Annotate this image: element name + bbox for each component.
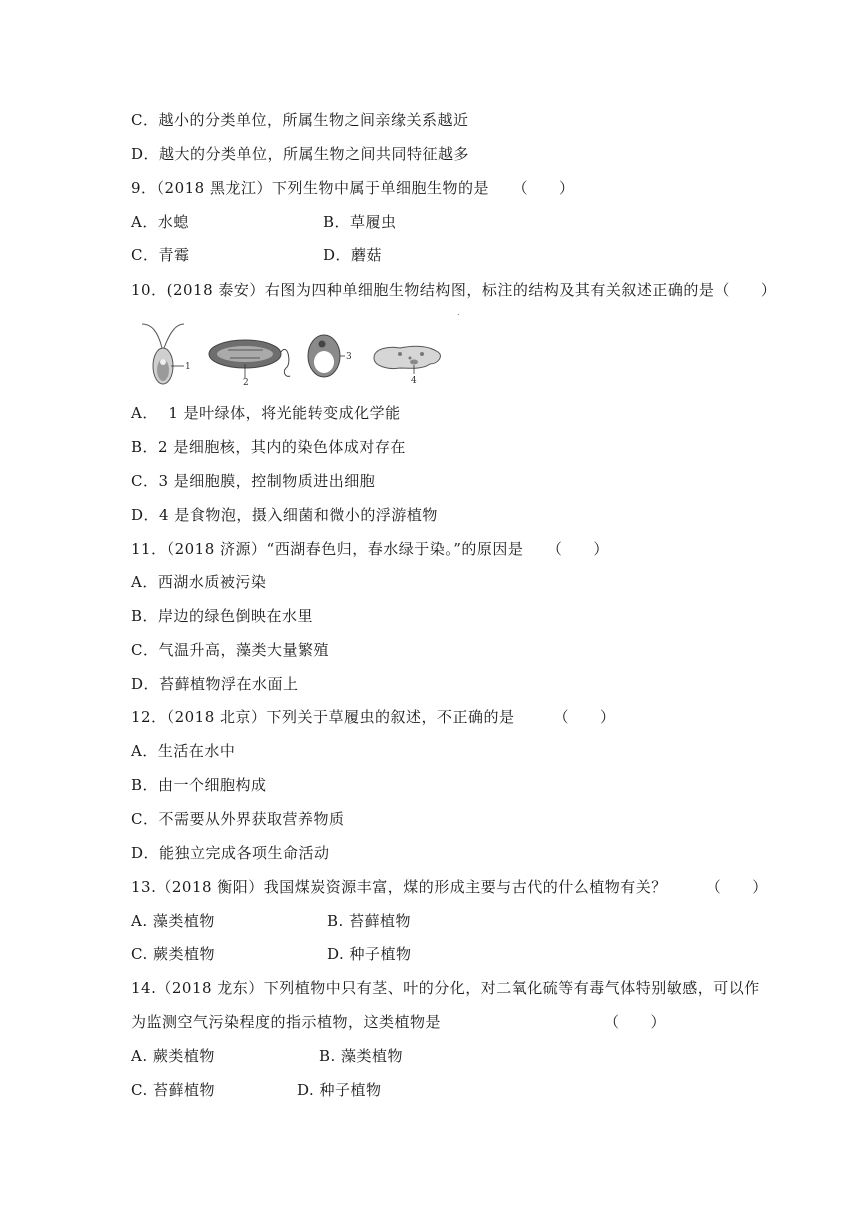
q11-option-a: A．西湖水质被污染 — [131, 573, 267, 591]
q9-option-b: B．草履虫 — [323, 213, 397, 231]
q12-option-d: D．能独立完成各项生命活动 — [131, 844, 330, 862]
q10-option-d: D．4 是食物泡，摄入细菌和微小的浮游植物 — [131, 506, 438, 524]
q8-option-c: C．越小的分类单位，所属生物之间亲缘关系越近 — [131, 111, 469, 129]
q9-stem: 9．（2018 黑龙江）下列生物中属于单细胞生物的是 （ ） — [131, 179, 575, 197]
q13-option-a: A. 藻类植物 — [131, 912, 215, 930]
q12-stem: 12．（2018 北京）下列关于草履虫的叙述，不正确的是 （ ） — [131, 708, 616, 726]
q11-option-d: D．苔藓植物浮在水面上 — [131, 675, 299, 693]
q9-option-d: D．蘑菇 — [323, 246, 383, 264]
q14-option-c: C. 苔藓植物 — [131, 1081, 215, 1099]
q12-option-a: A．生活在水中 — [131, 742, 236, 760]
q11-stem: 11．（2018 济源）“西湖春色归，春水绿于染。”的原因是 （ ） — [131, 540, 609, 558]
q8-option-d: D．越大的分类单位，所属生物之间共同特征越多 — [131, 145, 470, 163]
yeast-drawing — [308, 335, 352, 377]
q13-option-b: B. 苔藓植物 — [327, 912, 412, 930]
q10-option-b: B．2 是细胞核，其内的染色体成对存在 — [131, 438, 406, 456]
q13-option-d: D. 种子植物 — [327, 945, 412, 963]
q12-option-b: B．由一个细胞构成 — [131, 776, 267, 794]
q12-option-c: C．不需要从外界获取营养物质 — [131, 810, 345, 828]
q10-stem: 10．(2018 泰安）右图为四种单细胞生物结构图，标注的结构及其有关叙述正确的是（ ） — [131, 281, 777, 299]
figure-label-2: 2 — [243, 378, 249, 386]
q9-option-a: A．水螅 — [131, 213, 189, 231]
q11-option-b: B．岸边的绿色倒映在水里 — [131, 607, 314, 625]
q10-option-c: C．3 是细胞膜，控制物质进出细胞 — [131, 472, 376, 490]
q13-stem: 13.（2018 衡阳）我国煤炭资源丰富，煤的形成主要与古代的什么植物有关？ （ ） — [131, 878, 768, 896]
paramecium-drawing — [209, 340, 290, 386]
figure-label-1: 1 — [185, 362, 191, 372]
q14-option-d: D. 种子植物 — [297, 1081, 382, 1099]
single-cell-organisms-figure — [138, 318, 448, 386]
q14-option-a: A. 蕨类植物 — [131, 1047, 215, 1065]
q14-stem-line1: 14.（2018 龙东）下列植物中只有茎、叶的分化，对二氧化硫等有毒气体特别敏感，可以作 — [131, 979, 760, 997]
q14-stem-line2: 为监测空气污染程度的指示植物，这类植物是 （ ） — [131, 1013, 667, 1031]
amoeba-drawing — [374, 346, 440, 386]
figure-label-3: 3 — [346, 352, 352, 362]
q14-option-b: B. 藻类植物 — [319, 1047, 404, 1065]
figure-label-4: 4 — [411, 376, 417, 386]
q11-option-c: C．气温升高，藻类大量繁殖 — [131, 641, 329, 659]
stray-dot: . — [457, 308, 460, 317]
q9-option-c: C．青霉 — [131, 246, 190, 264]
q10-option-a: A． 1 是叶绿体，将光能转变成化学能 — [131, 404, 401, 422]
chlamydomonas-drawing — [142, 324, 191, 384]
q13-option-c: C. 蕨类植物 — [131, 945, 215, 963]
